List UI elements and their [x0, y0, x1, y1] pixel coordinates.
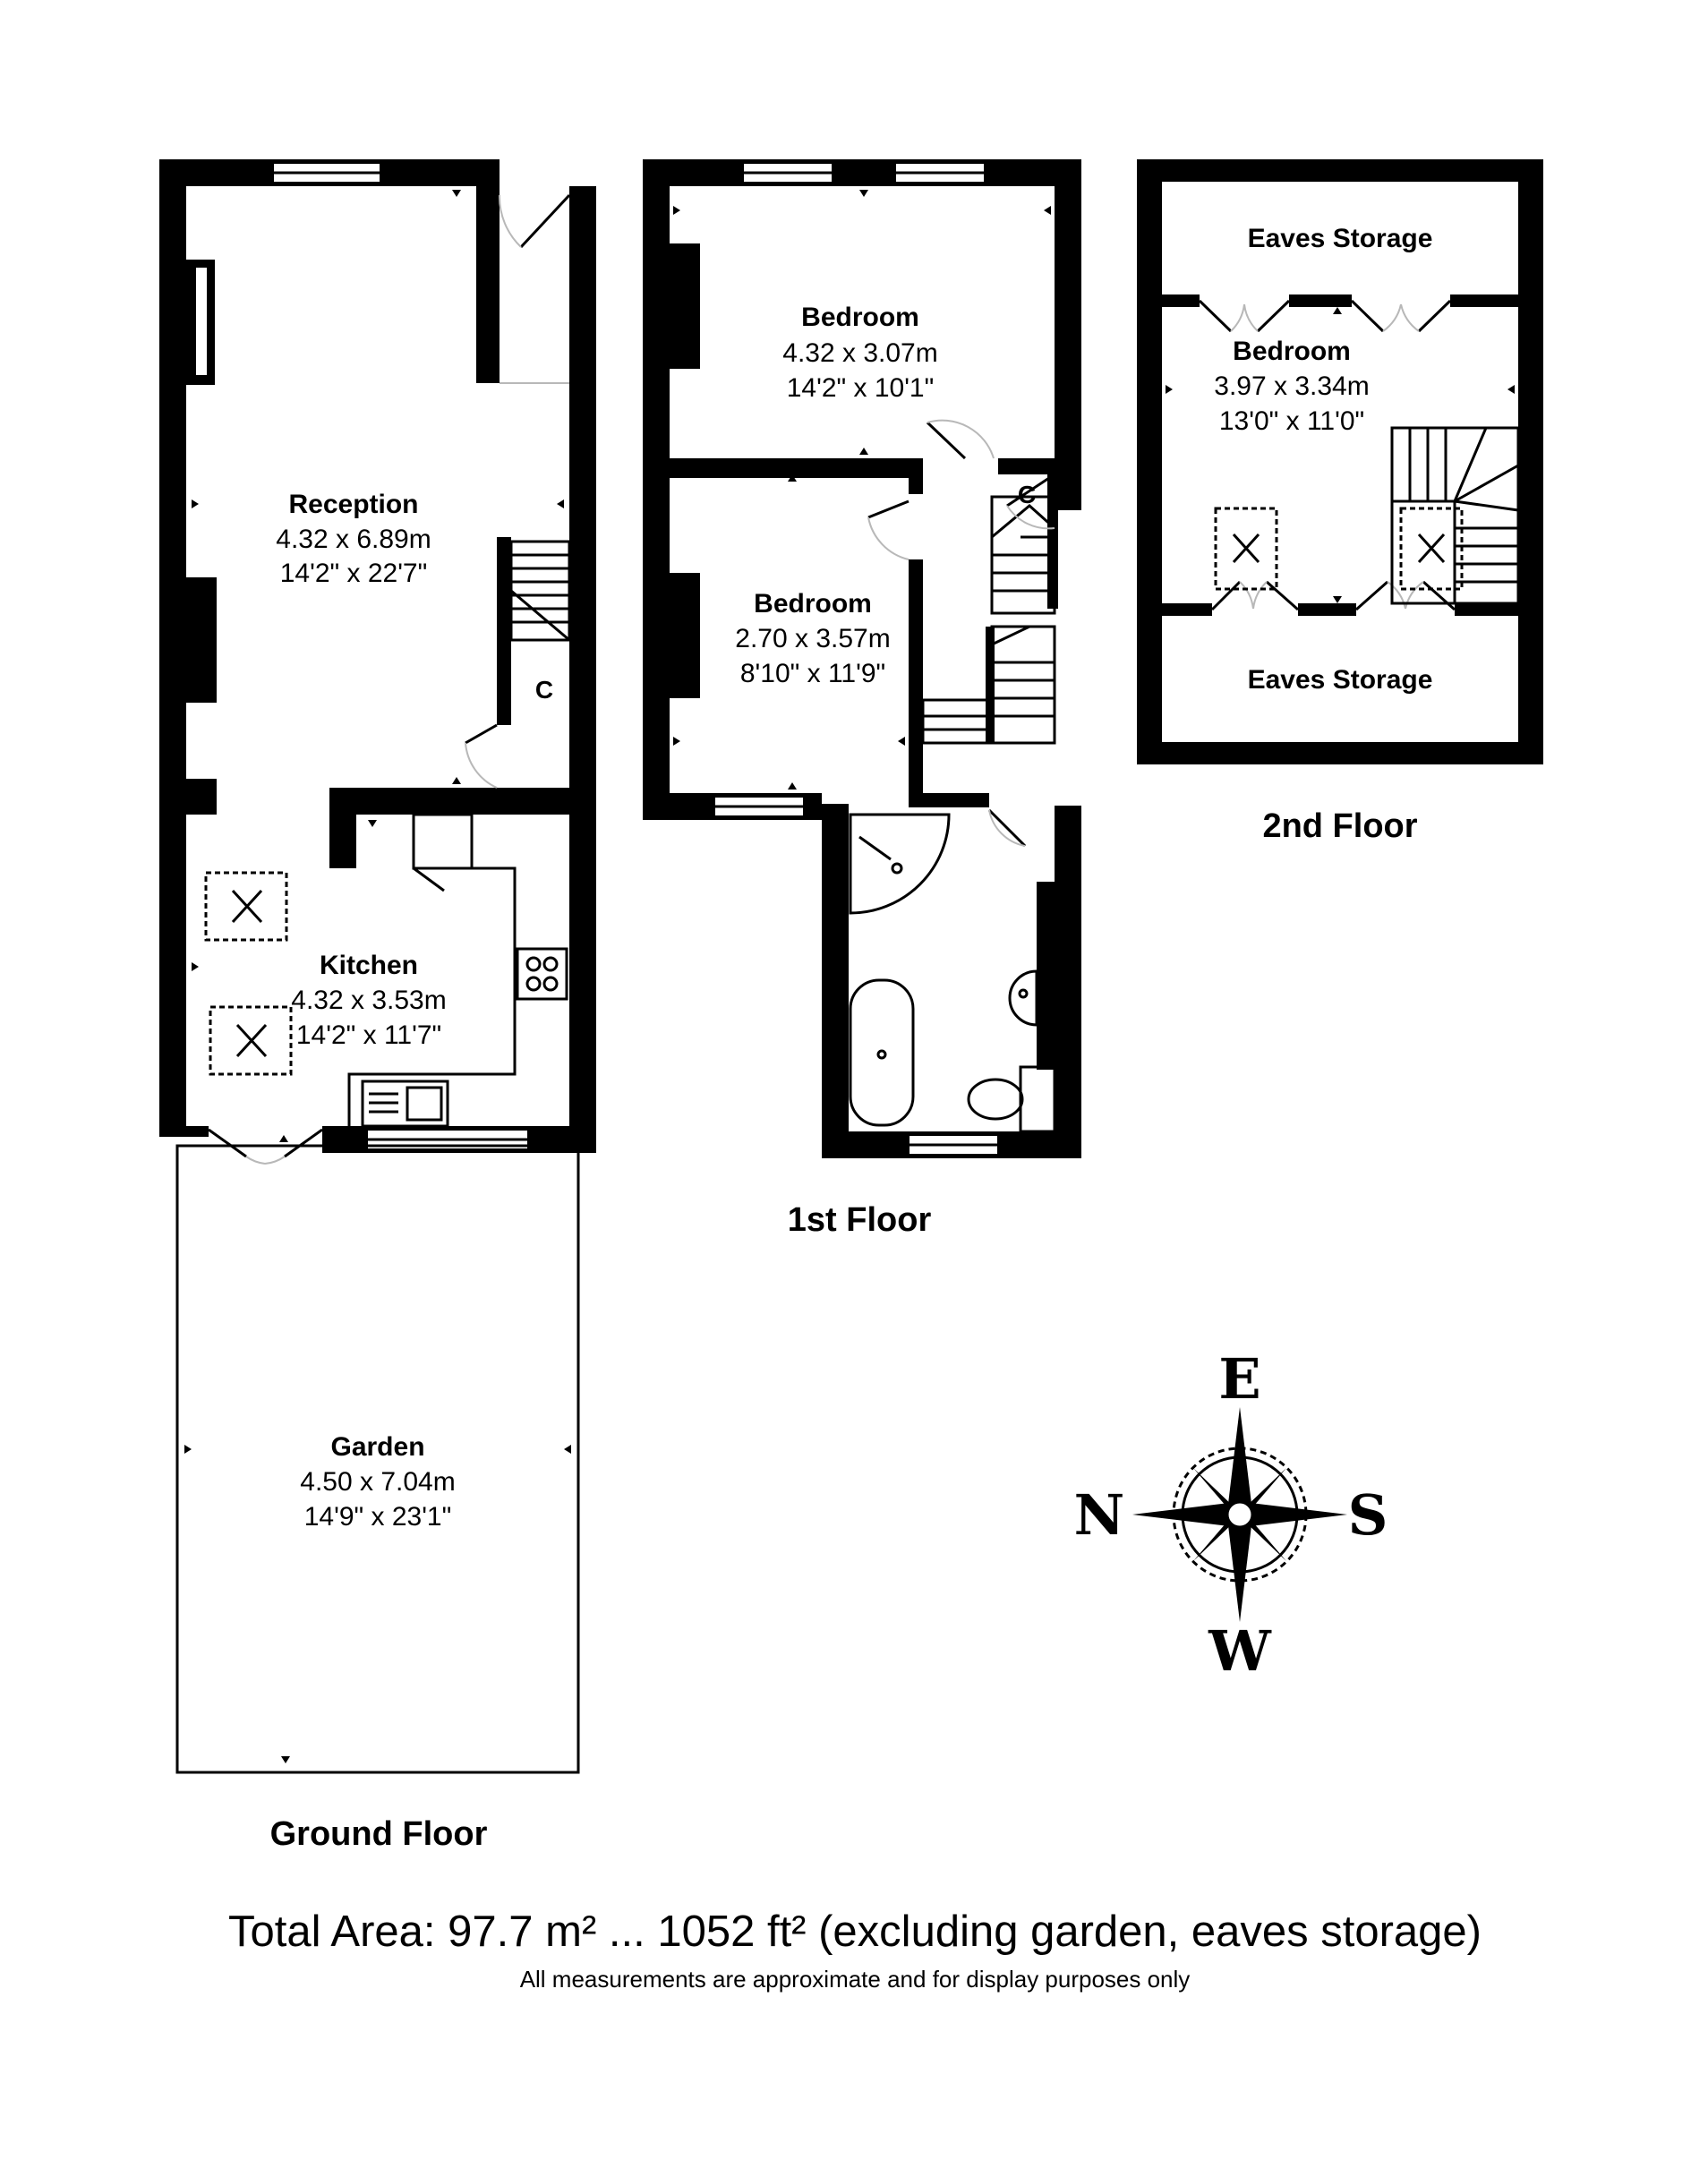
- loft-stairs: [1392, 428, 1518, 603]
- first-floor-label: 1st Floor: [787, 1201, 932, 1239]
- ground-floor-plan: [159, 159, 596, 1853]
- compass-label-bottom: W: [1208, 1618, 1271, 1684]
- compass-label-left: N: [1073, 1482, 1125, 1548]
- bedroom-front-metric: 4.32 x 3.07m: [782, 338, 938, 368]
- hob-icon: [517, 949, 567, 999]
- shower-icon: [850, 815, 949, 913]
- washbasin-icon: [1010, 971, 1037, 1025]
- toilet-icon: [969, 1067, 1055, 1131]
- first-floor-stairs: [923, 497, 1055, 743]
- compass-icon: [1074, 1346, 1388, 1684]
- reception-imperial: 14'2" x 22'7": [279, 559, 428, 588]
- loft-bedroom-imperial: 13'0" x 11'0": [1218, 406, 1365, 436]
- kitchen-metric: 4.32 x 3.53m: [291, 986, 447, 1015]
- garden-metric: 4.50 x 7.04m: [300, 1467, 456, 1497]
- total-area: Total Area: 97.7 m² ... 1052 ft² (excluding garden, eaves storage): [228, 1908, 1482, 1956]
- bedroom-rear-imperial: 8'10" x 11'9": [739, 659, 886, 688]
- garden-imperial: 14'9" x 23'1": [303, 1502, 452, 1532]
- disclaimer: All measurements are approximate and for display purposes only: [519, 1966, 1191, 1993]
- second-floor-label: 2nd Floor: [1262, 807, 1418, 845]
- first-floor-plan: [643, 159, 1081, 1239]
- first-cupboard-label: C: [1017, 481, 1037, 508]
- ground-floor-label: Ground Floor: [269, 1815, 488, 1853]
- compass-label-right: S: [1347, 1482, 1388, 1548]
- eaves-bottom-name: Eaves Storage: [1247, 665, 1433, 695]
- ground-cupboard-label: C: [534, 676, 554, 704]
- ground-stairs: [511, 542, 569, 640]
- reception-metric: 4.32 x 6.89m: [276, 525, 431, 554]
- bedroom-rear-name: Bedroom: [754, 589, 872, 619]
- loft-bedroom-name: Bedroom: [1233, 337, 1351, 366]
- bedroom-front-name: Bedroom: [801, 303, 919, 332]
- second-floor-plan: [1137, 159, 1543, 845]
- bedroom-rear-metric: 2.70 x 3.57m: [735, 624, 891, 653]
- compass-label-top: E: [1218, 1346, 1261, 1412]
- loft-skylight-icon: [1216, 508, 1462, 589]
- loft-bedroom-metric: 3.97 x 3.34m: [1214, 371, 1370, 401]
- eaves-top-name: Eaves Storage: [1247, 224, 1433, 253]
- reception-name: Reception: [288, 490, 419, 519]
- garden-name: Garden: [330, 1432, 425, 1462]
- kitchen-name: Kitchen: [319, 951, 419, 980]
- kitchen-imperial: 14'2" x 11'7": [295, 1020, 442, 1050]
- bath-icon: [850, 980, 913, 1125]
- sink-icon: [363, 1081, 448, 1126]
- bedroom-front-imperial: 14'2" x 10'1": [786, 373, 935, 403]
- skylight-icon: [206, 873, 291, 1074]
